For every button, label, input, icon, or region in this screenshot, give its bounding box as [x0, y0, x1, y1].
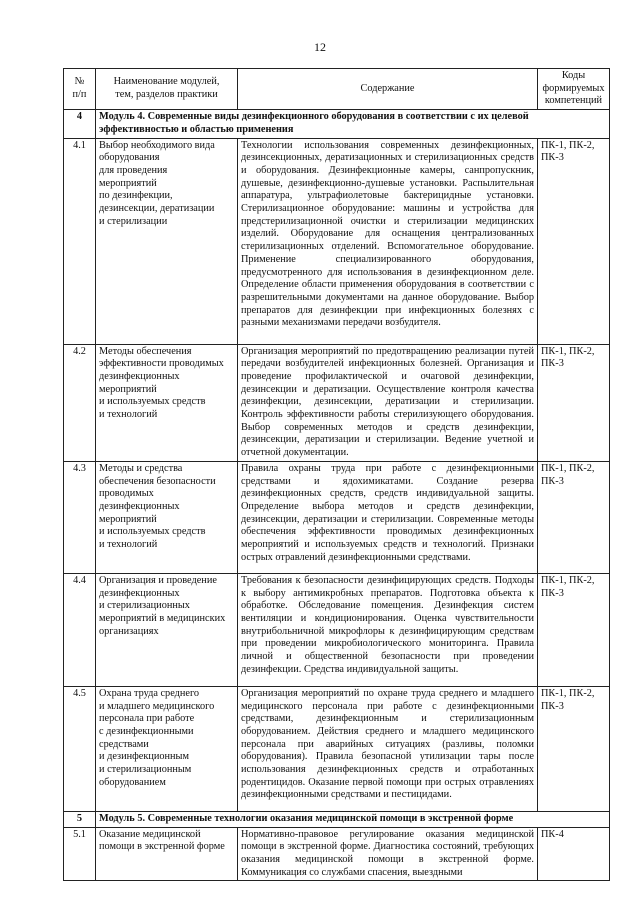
header-competence-codes: Коды формируемых компетенций — [538, 69, 610, 110]
module-number: 4 — [64, 110, 96, 138]
row-content: Технологии использования современных дезинфекционных, дезинсекционных, дератизационных и стерилизационных средств и оборудования. Дезинфекционные камеры, санпропускник, душевые, дезинфекционно-душевые установки. Распылительная аппаратура, ультрафиолетовые бактерицидные установки. Стерилизационное оборудование: машины и устройства для предстерилизационной очистки и стерилизации медицинских изделий. Оборудование для оснащения централизованных стерилизационных отделений. Вспомогательное оборудование. Применение специализированного оборудования, предусмотренного для использования в дезинфекционном деле. Определение области применения оборудования в соответствии с разрешительными документами на данное оборудование. Выбор препаратов для дезинфекции при инфекционных болезнях с разными механизмами передачи возбудителя. — [238, 138, 538, 344]
row-content: Требования к безопасности дезинфицирующих средств. Подходы к выбору антимикробных препаратов. Подготовка объекта к обработке. Обследование помещения. Дезинфекция систем вентиляции и кондиционирования. Оценка чувствительности внутрибольничной микрофлоры к дезинфицирующим средствам при проведении микробиологического мониторинга. Правила личной и общественной безопасности при проведении дезинфекции. Средства индивидуальной защиты. — [238, 573, 538, 686]
page-number: 12 — [314, 40, 326, 54]
table-row — [64, 138, 610, 344]
row-number: 4.3 — [64, 461, 96, 573]
table-row — [64, 573, 610, 686]
module-row — [64, 110, 610, 138]
row-competence-codes: ПК-1, ПК-2, ПК-3 — [538, 461, 610, 573]
module-row — [64, 811, 610, 827]
module-title: Модуль 4. Современные виды дезинфекционного оборудования в соответствии с их целевой эффективностью и областью применения — [96, 110, 610, 138]
row-number: 4.5 — [64, 686, 96, 811]
row-competence-codes: ПК-1, ПК-2, ПК-3 — [538, 686, 610, 811]
module-title: Модуль 5. Современные технологии оказания медицинской помощи в экстренной форме — [96, 811, 610, 827]
table-row — [64, 344, 610, 461]
row-competence-codes: ПК-1, ПК-2, ПК-3 — [538, 344, 610, 461]
table-row — [64, 461, 610, 573]
row-content: Организация мероприятий по охране труда среднего и младшего медицинского персонала при работе с дезинфекционными средствами, дезинфекционным и стерилизационным оборудованием. Действия среднего и младшего медицинского персонала при аварийных ситуациях (разливы, поломки оборудования). Правила безопасной утилизации тары после использования дезинфекционных средств и отработанных родентицидов. Оказание первой помощи при острых отравлениях дезинфекционными средствами и пестицидами. — [238, 686, 538, 811]
row-content: Организация мероприятий по предотвращению реализации путей передачи возбудителей инфекционных болезней. Организация и проведение профилактической и очаговой дезинфекции, дезинсекции и дератизации. Осуществление контроля качества дезинфекции, дезинсекции, дератизации и стерилизации. Контроль эффективности работы стерилизующего оборудования. Выбор современных методов и средств дезинфекции, дезинсекции, дератизации и стерилизации. Ведение учетной и отчетной документации. — [238, 344, 538, 461]
row-topic-name: Охрана труда среднего и младшего медицинского персонала при работе с дезинфекционными средствами и дезинфекционным и стерилизационным оборудованием — [96, 686, 238, 811]
row-content: Нормативно-правовое регулирование оказания медицинской помощи в экстренной форме. Диагностика состояний, требующих оказания медицинской помощи в экстренной форме. Коммуникация со службами спасения, выездными — [238, 827, 538, 881]
header-number: № п/п — [64, 69, 96, 110]
row-competence-codes: ПК-4 — [538, 827, 610, 881]
table-row — [64, 827, 610, 881]
row-number: 4.2 — [64, 344, 96, 461]
row-competence-codes: ПК-1, ПК-2, ПК-3 — [538, 138, 610, 344]
row-topic-name: Выбор необходимого вида оборудования для проведения мероприятий по дезинфекции, дезинсекции, дератизации и стерилизации — [96, 138, 238, 344]
header-content: Содержание — [238, 69, 538, 110]
row-number: 4.4 — [64, 573, 96, 686]
table-row — [64, 686, 610, 811]
table-header-row — [64, 69, 610, 110]
row-topic-name: Оказание медицинской помощи в экстренной форме — [96, 827, 238, 881]
row-topic-name: Методы и средства обеспечения безопасности проводимых дезинфекционных мероприятий и используемых средств и технологий — [96, 461, 238, 573]
header-module-name: Наименование модулей, тем, разделов практики — [96, 69, 238, 110]
module-number: 5 — [64, 811, 96, 827]
row-competence-codes: ПК-1, ПК-2, ПК-3 — [538, 573, 610, 686]
row-topic-name: Организация и проведение дезинфекционных и стерилизационных мероприятий в медицинских организациях — [96, 573, 238, 686]
curriculum-table — [63, 68, 610, 881]
row-number: 4.1 — [64, 138, 96, 344]
row-content: Правила охраны труда при работе с дезинфекционными средствами и ядохимикатами. Создание резерва дезинфекционных средств, средств индивидуальной защиты. Определение выбора методов и средств дезинфекции, дезинсекции, дератизации и стерилизации. Современные методы обеспечения эффективности проводимых дезинфекционных мероприятий и используемых средств и технологий. Признаки острых отравлений дезинфекционными средствами. — [238, 461, 538, 573]
row-topic-name: Методы обеспечения эффективности проводимых дезинфекционных мероприятий и используемых средств и технологий — [96, 344, 238, 461]
row-number: 5.1 — [64, 827, 96, 881]
